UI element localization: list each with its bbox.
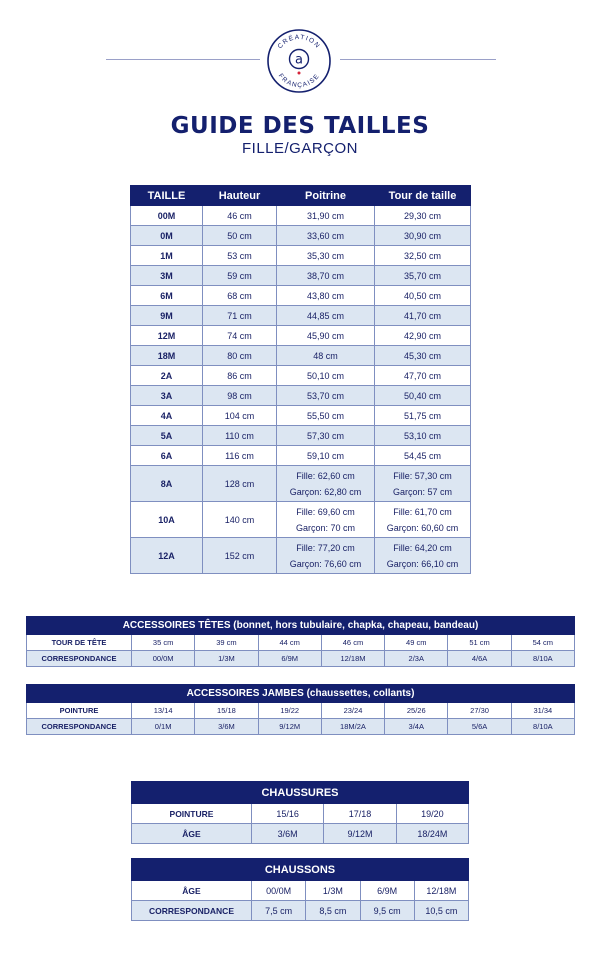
tour-garcon-value: Garçon: 60,60 cm	[386, 522, 459, 533]
table-cell: 39 cm	[195, 635, 258, 651]
cell-hauteur: 104 cm	[203, 406, 277, 426]
table-cell: 3/6M	[195, 719, 258, 735]
row-label: ÂGE	[132, 881, 252, 901]
cell-hauteur: 46 cm	[203, 206, 277, 226]
cell-hauteur: 116 cm	[203, 446, 277, 466]
row-label: POINTURE	[132, 804, 252, 824]
poitrine-fille-value: Fille: 62,60 cm	[296, 470, 355, 481]
table-cell: 25/26	[385, 703, 448, 719]
logo-letter: a	[295, 52, 303, 68]
poitrine-garcon-value: Garçon: 62,80 cm	[289, 486, 362, 497]
row-label: TOUR DE TÊTE	[27, 635, 132, 651]
cell-tour-de-taille: 29,30 cm	[375, 206, 471, 226]
cell-hauteur: 59 cm	[203, 266, 277, 286]
cell-tour-de-taille: 50,40 cm	[375, 386, 471, 406]
cell-hauteur: 71 cm	[203, 306, 277, 326]
table-cell: 4/6A	[448, 651, 511, 667]
table-row	[132, 901, 469, 921]
row-label: CORRESPONDANCE	[27, 719, 132, 735]
table-cell: 6/9M	[258, 651, 321, 667]
table-cell: 51 cm	[448, 635, 511, 651]
table-cell: 3/6M	[252, 824, 324, 844]
cell-tour-de-taille: 42,90 cm	[375, 326, 471, 346]
chaussons-title: CHAUSSONS	[132, 859, 469, 881]
cell-hauteur: 152 cm	[203, 538, 277, 574]
cell-poitrine: 48 cm	[277, 346, 375, 366]
table-row	[131, 326, 471, 346]
cell-tour-de-taille: 32,50 cm	[375, 246, 471, 266]
cell-tour-de-taille: 40,50 cm	[375, 286, 471, 306]
cell-taille: 6A	[131, 446, 203, 466]
table-row	[27, 719, 575, 735]
table-cell: 7,5 cm	[252, 901, 306, 921]
table-cell: 17/18	[324, 804, 396, 824]
table-cell: 8/10A	[511, 651, 574, 667]
cell-tour-de-taille: 41,70 cm	[375, 306, 471, 326]
cell-poitrine: 59,10 cm	[277, 446, 375, 466]
table-cell: 27/30	[448, 703, 511, 719]
cell-tour-de-taille: 54,45 cm	[375, 446, 471, 466]
table-cell: 2/3A	[385, 651, 448, 667]
cell-taille: 18M	[131, 346, 203, 366]
size-guide-table	[130, 185, 471, 574]
logo-text-top: CRÉATION	[276, 33, 322, 51]
table-row	[131, 426, 471, 446]
table-cell: 9,5 cm	[360, 901, 414, 921]
table-row	[132, 824, 469, 844]
logo-divider-left	[106, 59, 260, 60]
logo-red-dot	[298, 72, 301, 75]
table-cell: 5/6A	[448, 719, 511, 735]
cell-hauteur: 74 cm	[203, 326, 277, 346]
table-cell: 46 cm	[321, 635, 384, 651]
accessoires-jambes-title: ACCESSOIRES JAMBES (chaussettes, collants)	[27, 685, 575, 703]
cell-poitrine	[277, 538, 375, 574]
table-row	[131, 538, 471, 574]
table-cell: 6/9M	[360, 881, 414, 901]
cell-tour-de-taille: 47,70 cm	[375, 366, 471, 386]
table-cell: 8,5 cm	[306, 901, 360, 921]
table-row	[131, 206, 471, 226]
cell-hauteur: 50 cm	[203, 226, 277, 246]
cell-tour-de-taille	[375, 466, 471, 502]
cell-hauteur: 128 cm	[203, 466, 277, 502]
cell-tour-de-taille: 45,30 cm	[375, 346, 471, 366]
table-row	[131, 466, 471, 502]
chaussons-table	[131, 858, 469, 921]
table-cell: 18M/2A	[321, 719, 384, 735]
cell-tour-de-taille: 53,10 cm	[375, 426, 471, 446]
cell-poitrine: 44,85 cm	[277, 306, 375, 326]
table-cell: 12/18M	[414, 881, 468, 901]
table-cell: 15/16	[252, 804, 324, 824]
row-label: ÂGE	[132, 824, 252, 844]
table-row	[131, 502, 471, 538]
cell-tour-de-taille: 51,75 cm	[375, 406, 471, 426]
tour-garcon-value: Garçon: 57 cm	[392, 486, 453, 497]
header-tour-de-taille: Tour de taille	[375, 186, 471, 206]
table-cell: 1/3M	[195, 651, 258, 667]
table-row	[131, 266, 471, 286]
cell-taille: 4A	[131, 406, 203, 426]
logo-divider-right	[340, 59, 496, 60]
chaussures-title: CHAUSSURES	[132, 782, 469, 804]
accessoires-tetes-title: ACCESSOIRES TÊTES (bonnet, hors tubulaire, chapka, chapeau, bandeau)	[27, 617, 575, 635]
accessoires-jambes-table	[26, 684, 575, 735]
table-row	[131, 446, 471, 466]
header-poitrine: Poitrine	[277, 186, 375, 206]
table-cell: 8/10A	[511, 719, 574, 735]
cell-hauteur: 110 cm	[203, 426, 277, 446]
cell-tour-de-taille	[375, 502, 471, 538]
table-cell: 19/20	[396, 804, 468, 824]
cell-hauteur: 80 cm	[203, 346, 277, 366]
cell-poitrine: 53,70 cm	[277, 386, 375, 406]
table-cell: 44 cm	[258, 635, 321, 651]
brand-logo-icon	[266, 28, 332, 94]
table-row	[132, 881, 469, 901]
page-subtitle: FILLE/GARÇON	[241, 140, 359, 157]
cell-taille: 6M	[131, 286, 203, 306]
cell-tour-de-taille	[375, 538, 471, 574]
cell-poitrine	[277, 466, 375, 502]
cell-taille: 5A	[131, 426, 203, 446]
cell-taille: 00M	[131, 206, 203, 226]
poitrine-fille-value: Fille: 69,60 cm	[296, 506, 355, 517]
table-cell: 00/0M	[252, 881, 306, 901]
table-cell: 18/24M	[396, 824, 468, 844]
table-cell: 54 cm	[511, 635, 574, 651]
cell-taille: 0M	[131, 226, 203, 246]
cell-poitrine	[277, 502, 375, 538]
table-row	[131, 286, 471, 306]
chaussures-table	[131, 781, 469, 844]
cell-poitrine: 55,50 cm	[277, 406, 375, 426]
cell-poitrine: 35,30 cm	[277, 246, 375, 266]
cell-poitrine: 45,90 cm	[277, 326, 375, 346]
cell-hauteur: 68 cm	[203, 286, 277, 306]
logo-text-bottom: FRANÇAISE	[276, 72, 322, 90]
cell-poitrine: 33,60 cm	[277, 226, 375, 246]
cell-taille: 12A	[131, 538, 203, 574]
table-row	[27, 651, 575, 667]
tour-fille-value: Fille: 61,70 cm	[393, 506, 452, 517]
cell-poitrine: 38,70 cm	[277, 266, 375, 286]
header-hauteur: Hauteur	[203, 186, 277, 206]
size-table-header-row	[131, 186, 471, 206]
table-cell: 49 cm	[385, 635, 448, 651]
table-cell: 0/1M	[132, 719, 195, 735]
table-cell: 1/3M	[306, 881, 360, 901]
tour-fille-value: Fille: 64,20 cm	[393, 542, 452, 553]
table-cell: 3/4A	[385, 719, 448, 735]
row-label: CORRESPONDANCE	[132, 901, 252, 921]
cell-taille: 8A	[131, 466, 203, 502]
cell-poitrine: 43,80 cm	[277, 286, 375, 306]
table-row	[131, 406, 471, 426]
tour-garcon-value: Garçon: 66,10 cm	[386, 558, 459, 569]
cell-hauteur: 98 cm	[203, 386, 277, 406]
row-label: POINTURE	[27, 703, 132, 719]
cell-poitrine: 50,10 cm	[277, 366, 375, 386]
cell-tour-de-taille: 30,90 cm	[375, 226, 471, 246]
page-title: GUIDE DES TAILLES	[170, 113, 430, 139]
cell-taille: 9M	[131, 306, 203, 326]
table-row	[131, 226, 471, 246]
poitrine-fille-value: Fille: 77,20 cm	[296, 542, 355, 553]
cell-taille: 1M	[131, 246, 203, 266]
header-taille: TAILLE	[131, 186, 203, 206]
table-cell: 9/12M	[258, 719, 321, 735]
cell-poitrine: 57,30 cm	[277, 426, 375, 446]
cell-taille: 3A	[131, 386, 203, 406]
table-row	[27, 635, 575, 651]
accessoires-tetes-table	[26, 616, 575, 667]
cell-tour-de-taille: 35,70 cm	[375, 266, 471, 286]
poitrine-garcon-value: Garçon: 70 cm	[295, 522, 356, 533]
table-cell: 19/22	[258, 703, 321, 719]
table-row	[131, 306, 471, 326]
cell-taille: 2A	[131, 366, 203, 386]
table-row	[131, 366, 471, 386]
table-row	[27, 703, 575, 719]
table-cell: 10,5 cm	[414, 901, 468, 921]
cell-hauteur: 53 cm	[203, 246, 277, 266]
table-cell: 31/34	[511, 703, 574, 719]
table-cell: 13/14	[132, 703, 195, 719]
table-row	[131, 246, 471, 266]
table-row	[131, 346, 471, 366]
brand-logo-block	[0, 28, 600, 94]
cell-taille: 3M	[131, 266, 203, 286]
cell-taille: 12M	[131, 326, 203, 346]
cell-hauteur: 140 cm	[203, 502, 277, 538]
table-cell: 12/18M	[321, 651, 384, 667]
table-row	[132, 804, 469, 824]
table-cell: 23/24	[321, 703, 384, 719]
table-cell: 00/0M	[132, 651, 195, 667]
cell-poitrine: 31,90 cm	[277, 206, 375, 226]
table-row	[131, 386, 471, 406]
row-label: CORRESPONDANCE	[27, 651, 132, 667]
table-cell: 35 cm	[132, 635, 195, 651]
table-cell: 9/12M	[324, 824, 396, 844]
cell-hauteur: 86 cm	[203, 366, 277, 386]
tour-fille-value: Fille: 57,30 cm	[393, 470, 452, 481]
poitrine-garcon-value: Garçon: 76,60 cm	[289, 558, 362, 569]
cell-taille: 10A	[131, 502, 203, 538]
table-cell: 15/18	[195, 703, 258, 719]
